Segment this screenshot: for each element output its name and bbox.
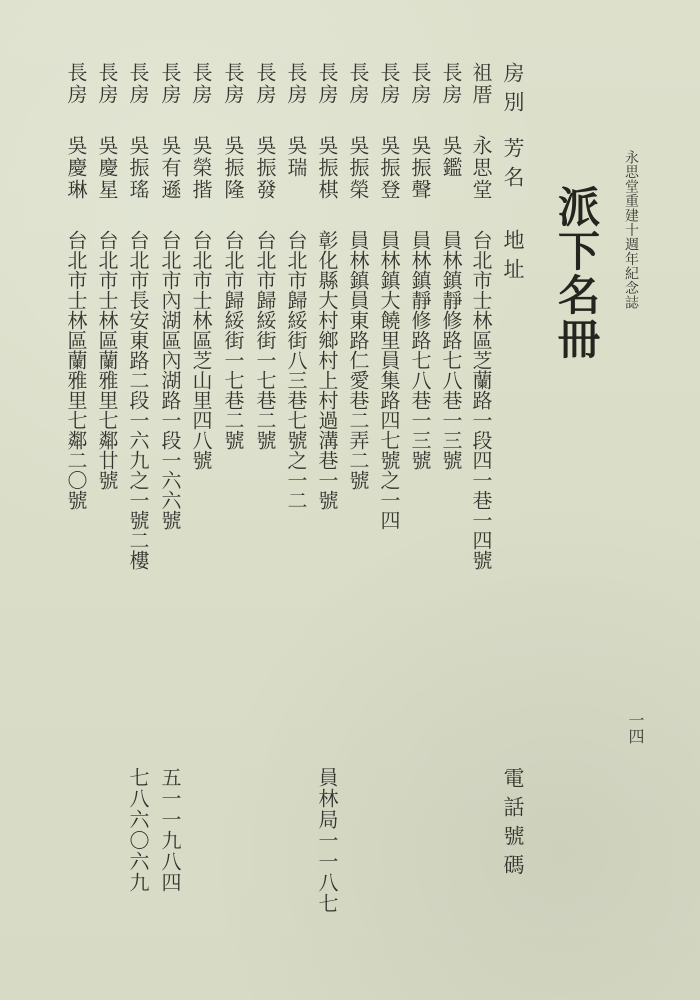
phone-cell: 五一一九八四 bbox=[158, 767, 182, 893]
address-cell: 台北市歸綏街一七巷二號 bbox=[253, 230, 277, 450]
name-cell: 吳振瑤 bbox=[126, 135, 150, 201]
lineage-cell: 長房 bbox=[221, 62, 245, 106]
name-cell: 吳振登 bbox=[377, 135, 401, 201]
address-cell: 台北市歸綏街一七巷二號 bbox=[221, 230, 245, 450]
name-cell: 吳榮揩 bbox=[189, 135, 213, 201]
lineage-cell: 長房 bbox=[346, 62, 370, 106]
address-cell: 員林鎮靜修路七八巷一三號 bbox=[439, 230, 463, 470]
address-cell: 員林鎮靜修路七八巷一三號 bbox=[408, 230, 432, 470]
lineage-cell: 長房 bbox=[64, 62, 88, 106]
name-cell: 吳振棋 bbox=[315, 135, 339, 201]
name-cell: 吳振榮 bbox=[346, 135, 370, 201]
name-header: 芳名 bbox=[501, 137, 525, 195]
lineage-cell: 長房 bbox=[284, 62, 308, 106]
name-cell: 吳慶星 bbox=[95, 135, 119, 201]
lineage-cell: 長房 bbox=[189, 62, 213, 106]
lineage-cell: 長房 bbox=[439, 62, 463, 106]
lineage-cell: 長房 bbox=[315, 62, 339, 106]
lineage-cell: 長房 bbox=[253, 62, 277, 106]
name-cell: 吳振隆 bbox=[221, 135, 245, 201]
address-cell: 台北市士林區芝蘭路一段四一巷一四號 bbox=[469, 230, 493, 570]
phone-header: 電話號碼 bbox=[501, 767, 525, 883]
lineage-cell: 長房 bbox=[126, 62, 150, 106]
lineage-header: 房別 bbox=[501, 62, 525, 120]
header-title: 永思堂重建十週年紀念誌 bbox=[623, 150, 639, 310]
address-cell: 台北市士林區蘭雅里七鄰廿號 bbox=[95, 230, 119, 490]
name-cell: 吳有遜 bbox=[158, 135, 182, 201]
address-cell: 台北市內湖區內湖路一段一六六號 bbox=[158, 230, 182, 530]
address-cell: 彰化縣大村鄉村上村過溝巷一號 bbox=[315, 230, 339, 510]
address-cell: 台北市士林區芝山里四八號 bbox=[189, 230, 213, 470]
name-cell: 吳振發 bbox=[253, 135, 277, 201]
name-cell: 吳鑑 bbox=[439, 135, 463, 179]
lineage-cell: 長房 bbox=[95, 62, 119, 106]
lineage-cell: 長房 bbox=[158, 62, 182, 106]
name-cell: 吳慶琳 bbox=[64, 135, 88, 201]
page-number: 一四 bbox=[626, 712, 645, 744]
address-cell: 員林鎮員東路仁愛巷二弄二號 bbox=[346, 230, 370, 490]
lineage-cell: 長房 bbox=[408, 62, 432, 106]
phone-cell: 員林局一一八七 bbox=[315, 767, 339, 914]
address-cell: 台北市長安東路二段一六九之一號二樓 bbox=[126, 230, 150, 570]
page-title: 派下名冊 bbox=[552, 185, 601, 361]
phone-cell: 七八六〇六九 bbox=[126, 767, 150, 893]
address-header: 地址 bbox=[501, 229, 525, 287]
address-cell: 台北市歸綏街八三巷七號之一二 bbox=[284, 230, 308, 510]
address-cell: 台北市士林區蘭雅里七鄰二〇號 bbox=[64, 230, 88, 510]
lineage-cell: 長房 bbox=[377, 62, 401, 106]
address-cell: 員林鎮大饒里員集路四七號之一四 bbox=[377, 230, 401, 530]
lineage-cell: 祖厝 bbox=[469, 62, 493, 106]
name-cell: 吳振聲 bbox=[408, 135, 432, 201]
name-cell: 永思堂 bbox=[469, 135, 493, 201]
name-cell: 吳瑞 bbox=[284, 135, 308, 179]
